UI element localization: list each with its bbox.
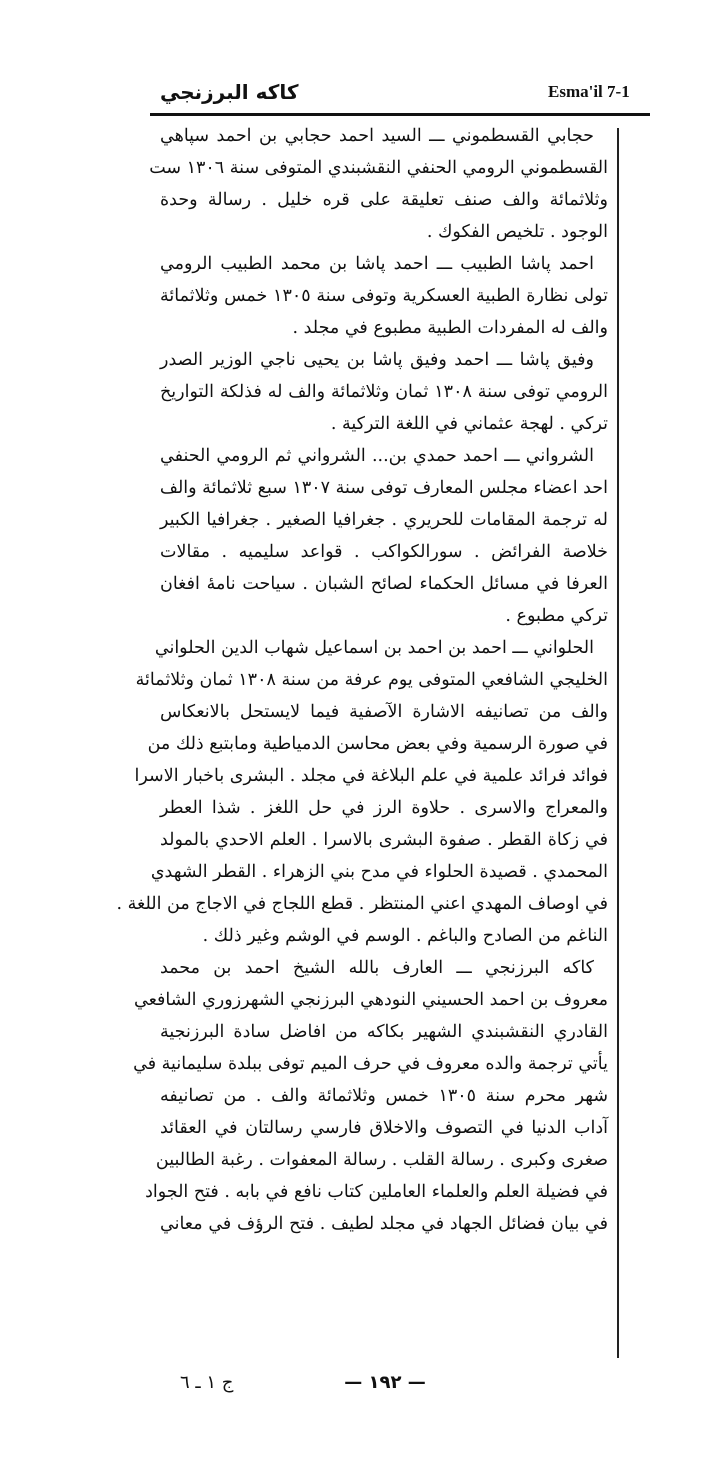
text-line: الخليجي الشافعي المتوفى يوم عرفة من سنة ١٣٠٨ ثمان وثلاثمائة bbox=[135, 670, 608, 690]
text-line: في بيان فضائل الجهاد في مجلد لطيف . فتح الرؤف في معاني bbox=[160, 1214, 608, 1234]
text-line: في فضيلة العلم والعلماء العاملين كتاب نافع في بابه . فتح الجواد bbox=[145, 1182, 608, 1202]
text-line: احمد پاشا الطبيب ـــ احمد پاشا بن محمد الطبيب الرومي bbox=[160, 254, 594, 274]
text-line: معروف بن احمد الحسيني النودهي البرزنجي الشهرزوري الشافعي bbox=[134, 990, 608, 1010]
page-footer bbox=[160, 1372, 610, 1402]
text-line: له ترجمة المقامات للحريري . جغرافيا الصغير . جغرافيا الكبير bbox=[160, 510, 608, 530]
text-line: والف له المفردات الطبية مطبوع في مجلد . bbox=[292, 318, 608, 338]
text-line: القادري النقشبندي الشهير بكاكه من افاضل سادة البرزنجية bbox=[160, 1022, 608, 1042]
text-line: الوجود . تلخيص الفكوك . bbox=[426, 222, 608, 242]
text-line: فوائد فرائد علمية في علم البلاغة في مجلد . البشرى باخبار الاسرا bbox=[134, 766, 608, 786]
text-line: آداب الدنيا في التصوف والاخلاق فارسي رسالتان في العقائد bbox=[160, 1118, 608, 1138]
text-line: وفيق پاشا ـــ احمد وفيق پاشا بن يحيى ناجي الوزير الصدر bbox=[160, 350, 594, 370]
body-text bbox=[116, 120, 608, 1240]
text-line: صغرى وكبرى . رسالة القلب . رسالة المعفوات . رغبة الطالبين bbox=[155, 1150, 608, 1170]
text-line: والف من تصانيفه الاشارة الآصفية فيما لايستحل بالانعكاس bbox=[160, 702, 608, 722]
text-line: في صورة الرسمية وفي بعض محاسن الدمياطية ومابتبع ذلك من bbox=[147, 734, 608, 754]
signature-mark: ج ١ ـ ٦ bbox=[180, 1372, 234, 1393]
text-line: في اوصاف المهدي اعني المنتظر . قطع اللجاج في الاجاج من اللغة . bbox=[116, 894, 608, 914]
text-line: في زكاة القطر . صفوة البشرى بالاسرا . العلم الاحدي بالمولد bbox=[160, 830, 608, 850]
text-line: والمعراج والاسرى . حلاوة الرز في حل اللغز . شذا العطر bbox=[160, 798, 608, 818]
text-line: المحمدي . قصيدة الحلواء في مدح بني الزهراء . القطر الشهدي bbox=[150, 862, 608, 882]
text-line: الرومي توفى سنة ١٣٠٨ ثمان وثلاثمائة والف له فذلكة التواريخ bbox=[160, 382, 608, 402]
text-line: يأتي ترجمة والده معروف في حرف الميم توفى ببلدة سليمانية في bbox=[133, 1054, 608, 1074]
page-number: — ١٩٢ — bbox=[344, 1372, 426, 1393]
running-head-code: Esma'il 7-1 bbox=[548, 82, 630, 101]
text-line: تركي . لهجة عثماني في اللغة التركية . bbox=[330, 414, 608, 434]
column-rule bbox=[617, 128, 619, 1358]
text-line: خلاصة الفرائض . سورالكواكب . قواعد سليميه . مقالات bbox=[160, 542, 608, 562]
text-line: العرفا في مسائل الحكماء لصائح الشبان . سياحت نامهٔ افغان bbox=[160, 574, 608, 594]
text-line: الناغم من الصادح والباغم . الوسم في الوشم وغير ذلك . bbox=[202, 926, 608, 946]
text-line: تولى نظارة الطبية العسكرية وتوفى سنة ١٣٠٥ خمس وثلاثمائة bbox=[160, 286, 608, 306]
text-line: الشرواني ـــ احمد حمدي بن... الشرواني ثم الرومي الحنفي bbox=[160, 446, 594, 466]
text-line: الحلواني ـــ احمد بن احمد بن اسماعيل شهاب الدين الحلواني bbox=[154, 638, 594, 658]
text-line: حجابي القسطموني ـــ السيد احمد حجابي بن احمد سپاهي bbox=[160, 126, 594, 146]
text-line: وثلاثمائة والف صنف تعليقة على قره خليل . رسالة وحدة bbox=[160, 190, 608, 210]
text-line: شهر محرم سنة ١٣٠٥ خمس وثلاثمائة والف . من تصانيفه bbox=[160, 1086, 608, 1106]
header-rule bbox=[150, 113, 650, 116]
text-line: احد اعضاء مجلس المعارف توفى سنة ١٣٠٧ سبع ثلاثمائة والف bbox=[159, 478, 608, 498]
text-line: كاكه البرزنجي ـــ العارف بالله الشيخ احمد بن محمد bbox=[160, 958, 594, 978]
text-line: تركي مطبوع . bbox=[505, 606, 608, 626]
running-head-title: كاكه البرزنجي bbox=[160, 80, 299, 104]
text-line: القسطموني الرومي الحنفي النقشبندي المتوفى سنة ١٣٠٦ ست bbox=[149, 158, 608, 178]
